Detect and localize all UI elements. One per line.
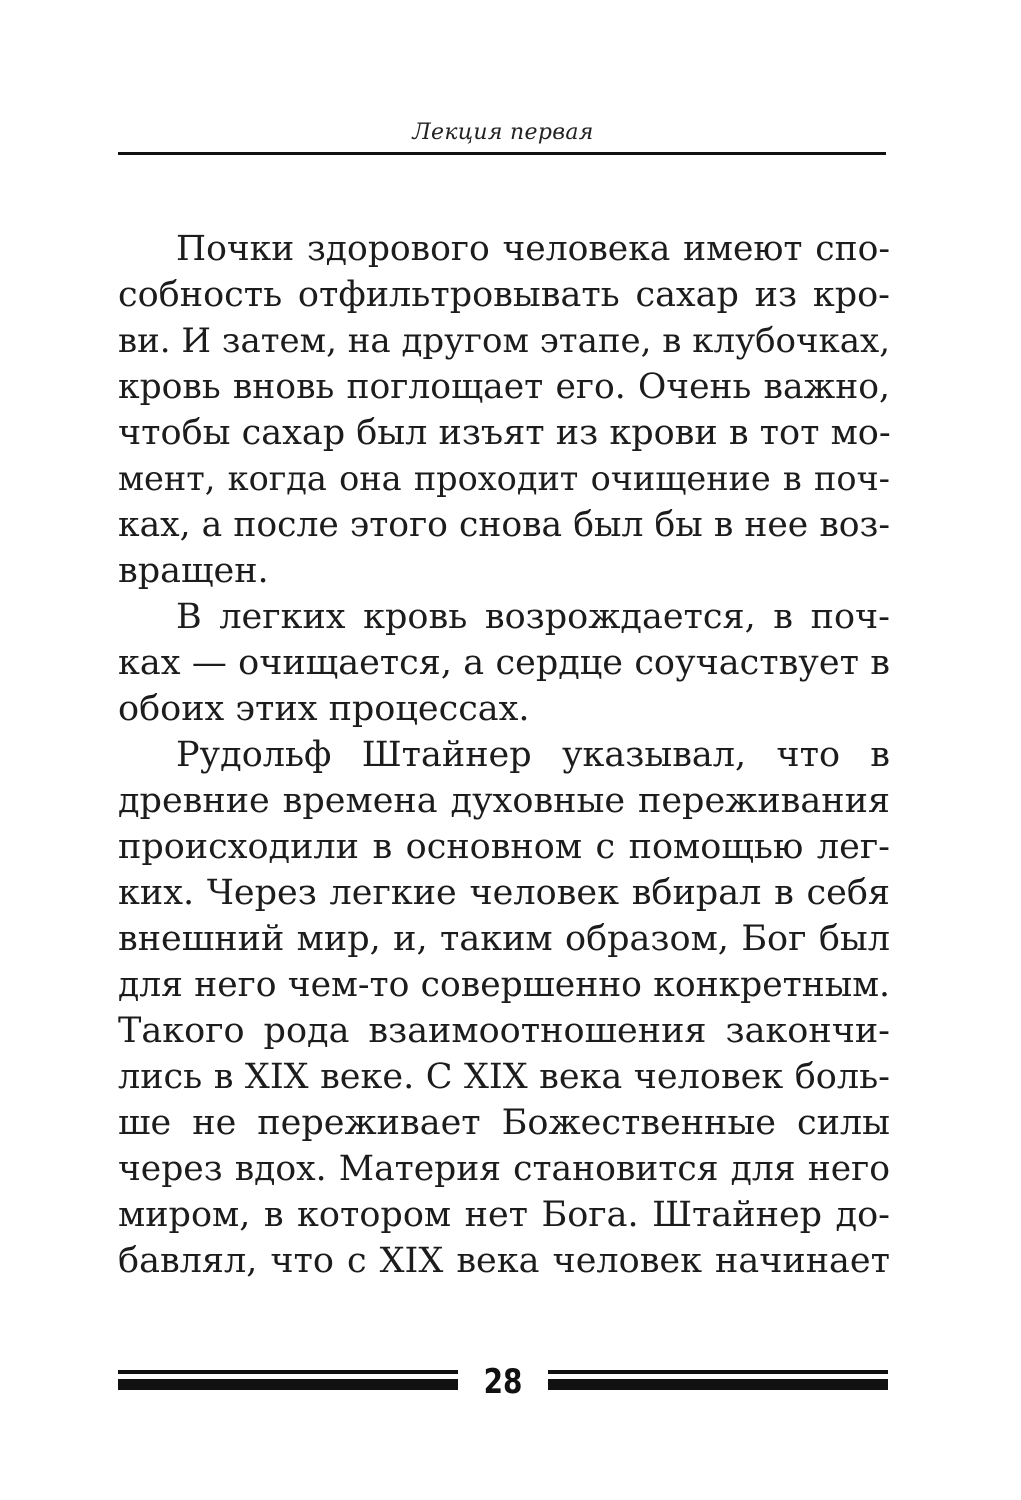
text-line: Почки здорового человека имеют спо- bbox=[176, 229, 890, 269]
text-line: миром, в котором нет Бога. Штайнер до- bbox=[118, 1195, 890, 1235]
text-line: мент, когда она проходит очищение в поч- bbox=[118, 459, 890, 498]
text-line: обоих этих процессах. bbox=[118, 689, 530, 729]
text-line: Такого рода взаимоотношения закончи- bbox=[118, 1011, 890, 1051]
text-line: ках — очищается, а сердце соучаствует в bbox=[118, 643, 890, 683]
text-line: ках, а после этого снова был бы в нее воз- bbox=[118, 505, 890, 545]
text-line: ше не переживает Божественные силы bbox=[118, 1103, 890, 1143]
text-line: для него чем-то совершенно конкретным. bbox=[118, 965, 890, 1005]
text-line: древние времена духовные переживания bbox=[118, 781, 890, 821]
folio-rule-left bbox=[118, 1370, 458, 1390]
text-line: ких. Через легкие человек вбирал в себя bbox=[118, 873, 890, 913]
folio-rule-right bbox=[548, 1370, 888, 1390]
body-text bbox=[118, 226, 890, 1284]
page-footer bbox=[118, 1362, 888, 1406]
text-line: бавлял, что с XIX века человек начинает bbox=[118, 1241, 890, 1281]
text-line: Рудольф Штайнер указывал, что в bbox=[176, 735, 890, 775]
text-line: происходили в основном с помощью лег- bbox=[118, 827, 890, 867]
text-line: через вдох. Материя становится для него bbox=[118, 1149, 890, 1189]
text-line: В легких кровь возрождается, в поч- bbox=[176, 597, 890, 637]
text-line: лись в XIX веке. С XIX века человек боль- bbox=[118, 1057, 890, 1097]
text-line: вращен. bbox=[118, 551, 269, 591]
text-line: кровь вновь поглощает его. Очень важно, bbox=[118, 367, 890, 407]
text-line: ви. И затем, на другом этапе, в клубочках, bbox=[118, 321, 890, 361]
text-line: внешний мир, и, таким образом, Бог был bbox=[118, 919, 890, 959]
header-rule bbox=[118, 152, 886, 155]
text-line: собность отфильтровывать сахар из кро- bbox=[118, 275, 890, 315]
page-number: 28 bbox=[483, 1362, 523, 1402]
running-head: Лекция первая bbox=[412, 120, 594, 145]
text-line: чтобы сахар был изъят из крови в тот мо- bbox=[118, 413, 891, 453]
